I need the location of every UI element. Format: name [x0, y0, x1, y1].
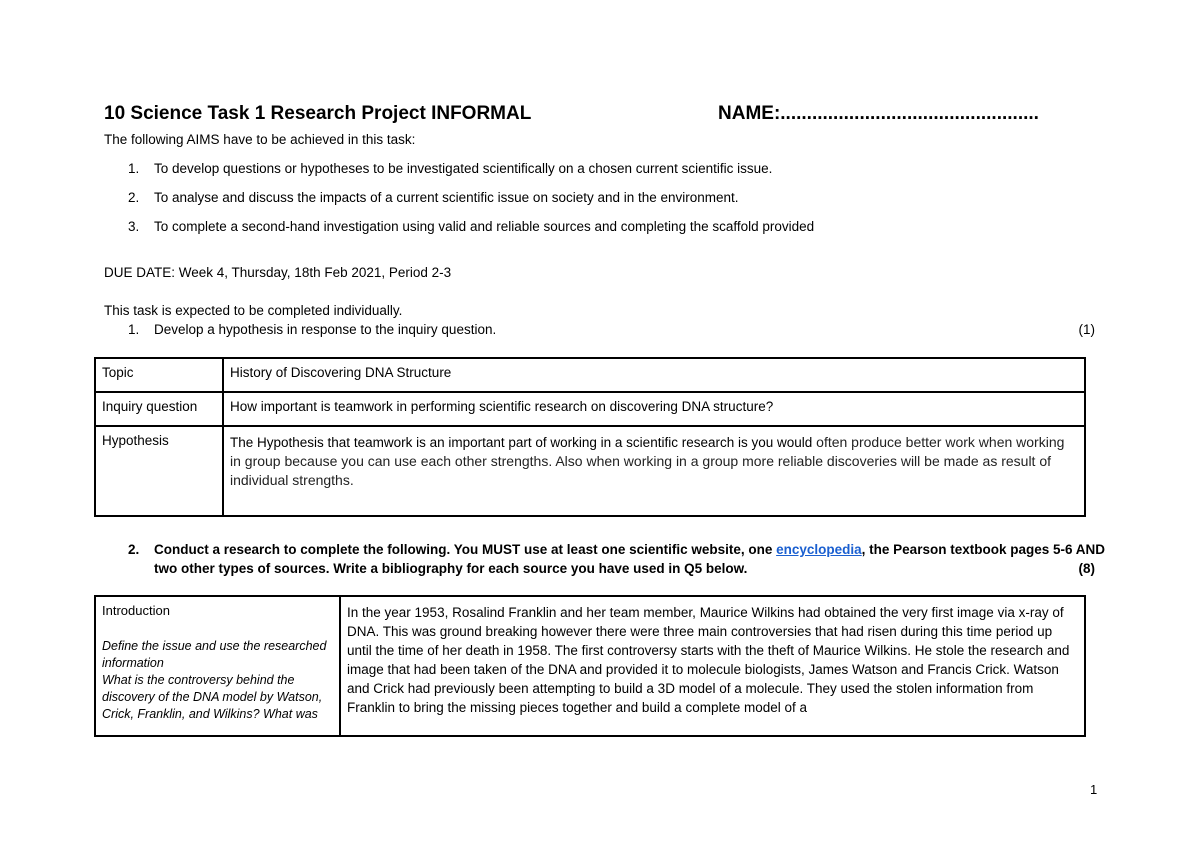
- hypothesis-text-part2: often produce better work when working in group because you can use each other strengths. Also when working in a group more reliable discoveries will be made as result of individual strengths.: [230, 434, 1065, 488]
- question-text: Develop a hypothesis in response to the inquiry question.: [154, 322, 497, 337]
- aim-number: 2.: [128, 190, 140, 205]
- question-number: 1.: [128, 322, 140, 337]
- introduction-label: Introduction: [102, 603, 170, 618]
- question-2: [128, 542, 1105, 557]
- introduction-question: What is the controversy behind the discovery of the DNA model by Watson, Crick, Franklin, and Wilkins? What was: [102, 673, 323, 721]
- aim-item: [128, 161, 772, 176]
- question-2-line2: two other types of sources. Write a bibliography for each source you have used in Q5 below.: [154, 561, 748, 576]
- research-table: [94, 595, 1086, 737]
- name-field: NAME:.................................................: [718, 103, 1039, 124]
- aim-item: [128, 219, 814, 234]
- encyclopedia-link[interactable]: encyclopedia: [776, 542, 862, 557]
- hypothesis-text-part1: The Hypothesis that teamwork is an important part of working in a scientific research is you would: [230, 435, 813, 450]
- aim-number: 1.: [128, 161, 140, 176]
- question-1-marks: (1): [1078, 322, 1095, 337]
- topic-label: Topic: [95, 358, 223, 392]
- introduction-cell: [95, 596, 340, 736]
- page-title: 10 Science Task 1 Research Project INFORMAL: [104, 103, 532, 124]
- topic-value: History of Discovering DNA Structure: [223, 358, 1085, 392]
- page-number: 1: [1090, 782, 1098, 797]
- aim-text: To complete a second-hand investigation using valid and reliable sources and completing the scaffold provided: [154, 219, 815, 234]
- aim-text: To analyse and discuss the impacts of a current scientific issue on society and in the environment.: [154, 190, 739, 205]
- question-2-marks: (8): [1078, 561, 1095, 576]
- hypothesis-table: [94, 357, 1086, 517]
- question-text-end: , the Pearson textbook pages 5-6 AND: [861, 542, 1105, 557]
- hypothesis-label: Hypothesis: [95, 426, 223, 516]
- question-number: 2.: [128, 542, 140, 557]
- hypothesis-value: [223, 426, 1085, 516]
- aim-number: 3.: [128, 219, 140, 234]
- inquiry-value: How important is teamwork in performing scientific research on discovering DNA structure?: [223, 392, 1085, 426]
- question-1: [128, 322, 496, 337]
- due-date: DUE DATE: Week 4, Thursday, 18th Feb 2021, Period 2-3: [104, 265, 452, 280]
- inquiry-label: Inquiry question: [95, 392, 223, 426]
- aims-intro: The following AIMS have to be achieved in this task:: [104, 132, 416, 147]
- individual-note: This task is expected to be completed individually.: [104, 303, 403, 318]
- aim-text: To develop questions or hypotheses to be investigated scientifically on a chosen current scientific issue.: [154, 161, 773, 176]
- aim-item: [128, 190, 739, 205]
- introduction-answer: In the year 1953, Rosalind Franklin and her team member, Maurice Wilkins had obtained the very first image via x-ray of DNA. This was ground breaking however there were three main controversies that had risen during this time period up until the time of her death in 1958. The first controversy starts with the theft of Maurice Wilkins. He stole the research and image that had been taken of the DNA and provided it to molecule biologists, James Watson and Francis Crick. Watson and Crick had previously been attempting to build a 3D model of a molecule. They used the stolen information from Franklin to bring the missing pieces together and build a complete model of a: [340, 596, 1085, 736]
- introduction-instructions: Define the issue and use the researched information: [102, 639, 327, 670]
- question-text-start: Conduct a research to complete the following. You MUST use at least one scientific website, one: [154, 542, 777, 557]
